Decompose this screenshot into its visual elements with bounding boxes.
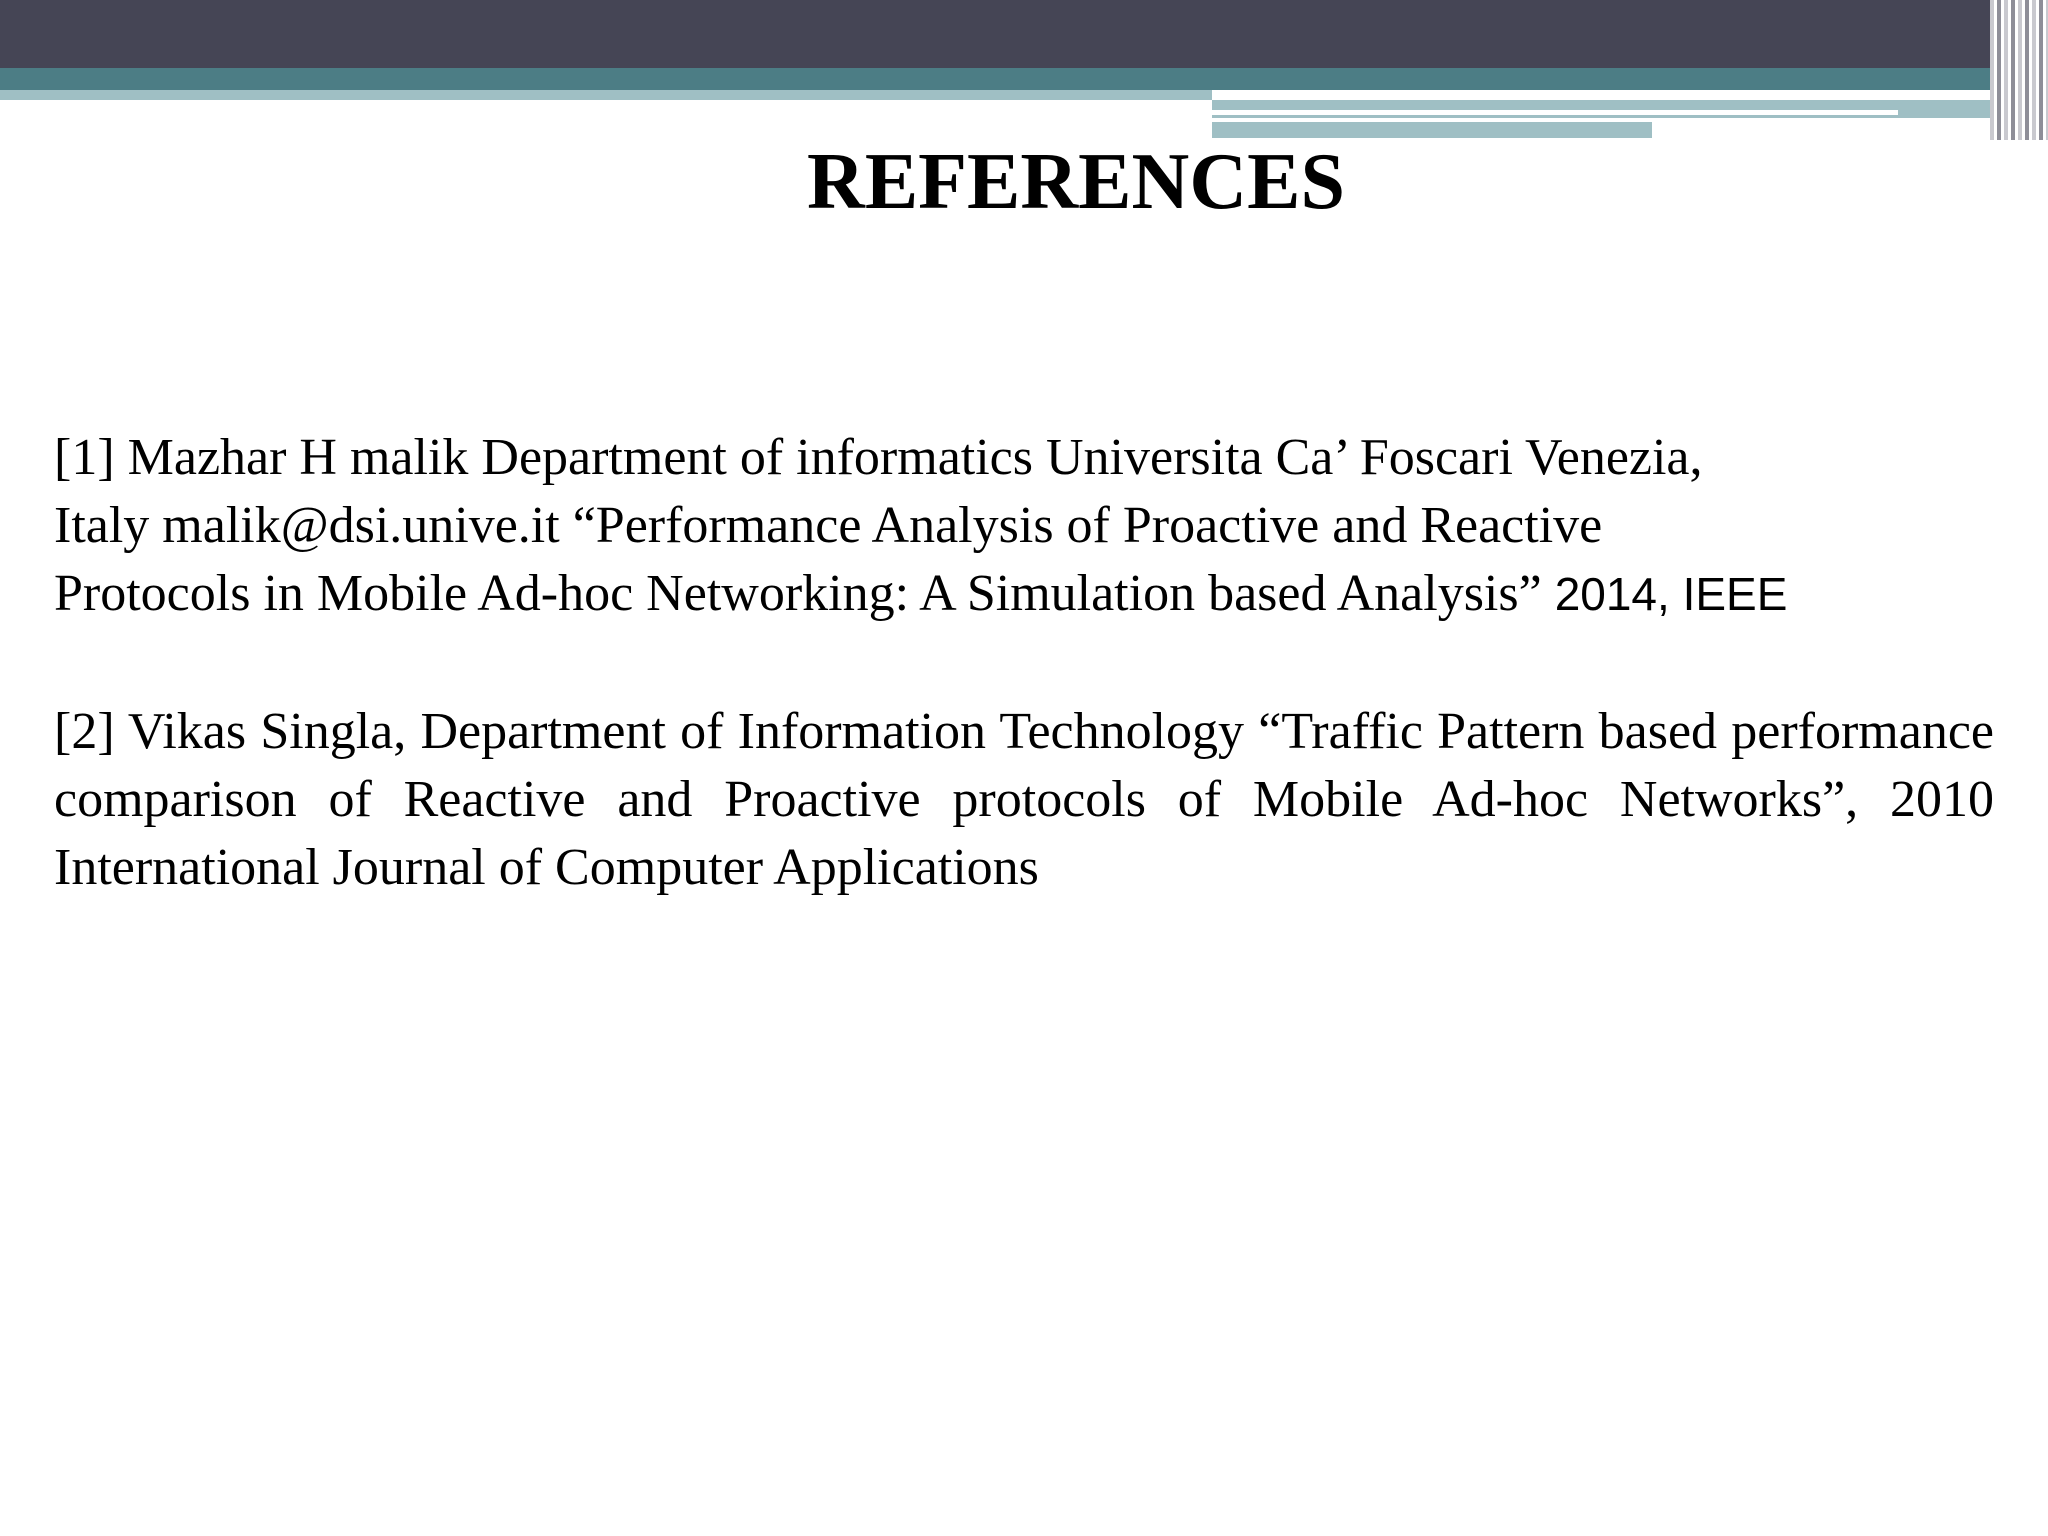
header-band-light-right xyxy=(1212,100,1996,118)
reference-2: [2] Vikas Singla, Department of Information Technology “Traffic Pattern based performance comparison of Reactive and Proactive protocols of Mobile Ad-hoc Networks”, 2010 International Journal of Computer Applications xyxy=(54,703,1994,896)
reference-1-line-2: Italy malik@dsi.unive.it “Performance Analysis of Proactive and Reactive xyxy=(54,497,1603,554)
header-band-dark xyxy=(0,0,2048,68)
header-band-light-left xyxy=(0,90,1212,100)
header-white-line xyxy=(1212,110,1898,115)
reference-1-year-publisher: 2014, IEEE xyxy=(1554,568,1788,620)
slide-title: REFERENCES xyxy=(807,138,1345,226)
reference-1-line-3: Protocols in Mobile Ad-hoc Networking: A Simulation based Analysis” xyxy=(54,565,1542,622)
header-stripes xyxy=(1990,0,2048,140)
reference-1-line-1: [1] Mazhar H malik Department of informatics Universita Ca’ Foscari Venezia, xyxy=(54,429,1703,486)
header-band-teal xyxy=(0,68,2048,90)
reference-1 xyxy=(54,424,1994,628)
